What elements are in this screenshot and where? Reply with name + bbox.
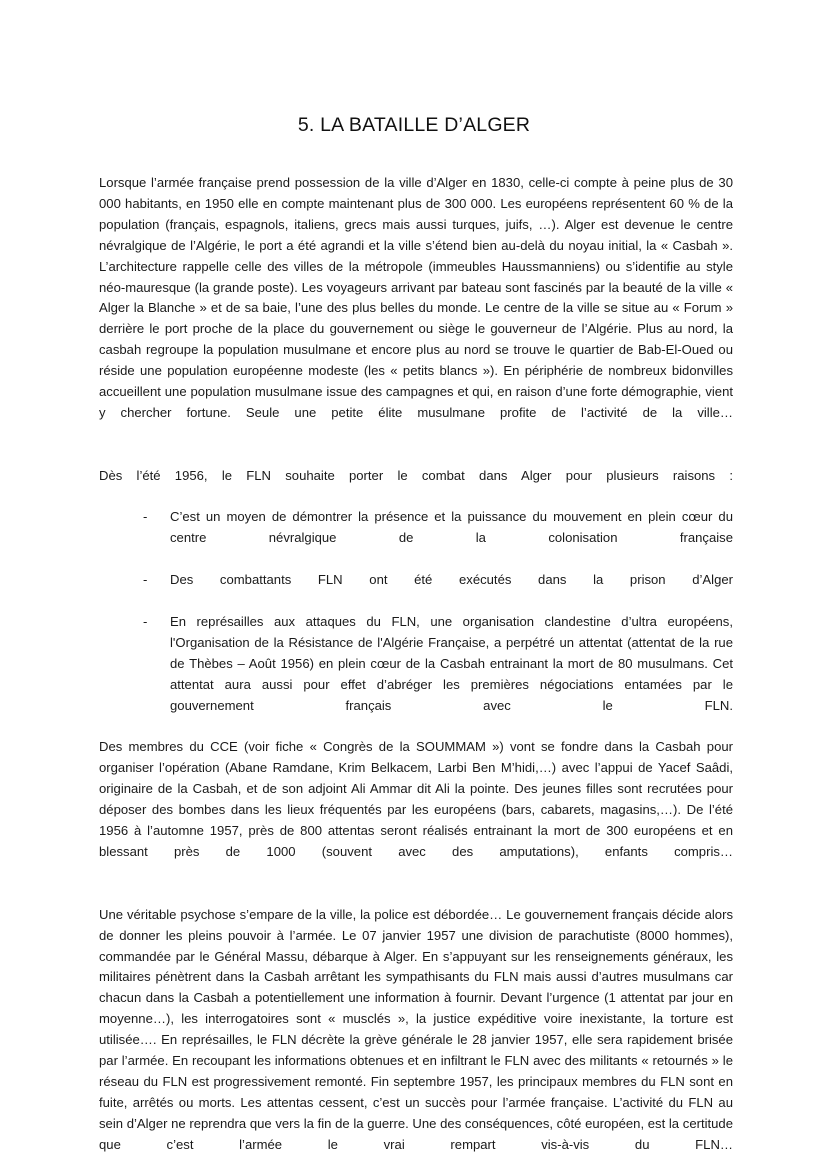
bullet-dash-icon: - (143, 614, 148, 630)
list-item-text: En représailles aux attaques du FLN, une organisation clandestine d’ultra européens, l'Organisation de la Résistance de l'Algérie Française, a perpétré un attentat (attentat de la rue de Thèbes – Août 1956) en plein cœur de la Casbah entrainant la mort de 80 musulmans. Cet attentat aura aussi pour effet d’abréger les premières négociations entamées par le gouvernement français avec le FLN. (170, 614, 733, 713)
paragraph-intro-alger: Lorsque l’armée française prend possession de la ville d’Alger en 1830, celle-ci compte à peine plus de 30 000 habitants, en 1950 elle en compte maintenant plus de 300 000. Les européens représentent 60 % de la population (français, espagnols, italiens, grecs mais aussi turques, juifs, …). Alger est devenue le centre névralgique de l’Algérie, le port a été agrandi et la ville s’étend bien au-delà du noyau initial, la « Casbah ». L’architecture rappelle celle des villes de la métropole (immeubles Haussmanniens) ou s’identifie au style néo-mauresque (la grande poste). Les voyageurs arrivant par bateau sont fascinés par la beauté de la ville « Alger la Blanche » et de sa baie, l’une des plus belles du monde. Le centre de la ville se situe au « Forum » derrière le port proche de la place du gouvernement ou siège le gouverneur de l’Algérie. Plus au nord, la casbah regroupe la population musulmane et encore plus au nord se trouve le quartier de Bab-El-Oued ou réside une population européenne modeste (les « petits blancs »). En périphérie de nombreux bidonvilles accueillent une population musulmane issue des campagnes et qui, en raison d’une forte démographie, vient y chercher fortune. Seule une petite élite musulmane profite de l’activité de la ville… (99, 175, 733, 420)
list-item (99, 507, 733, 570)
list-item-text: C’est un moyen de démontrer la présence et la puissance du mouvement en plein cœur du centre névralgique de la colonisation française (170, 509, 733, 546)
paragraph-psychose-repression: Une véritable psychose s’empare de la ville, la police est débordée… Le gouvernement français décide alors de donner les pleins pouvoir à l’armée. Le 07 janvier 1957 une division de parachutiste (8000 hommes), commandée par le Général Massu, débarque à Alger. En s’appuyant sur les renseignements généraux, les militaires pénètrent dans la Casbah arrêtant les sympathisants du FLN mais aussi d’autres musulmans car chacun dans la Casbah a potentiellement une information à fournir. Devant l’urgence (1 attentat par jour en moyenne…), les interrogatoires sont « musclés », la justice expéditive voire inexistante, la torture est utilisée…. En représailles, le FLN décrète la grève générale le 28 janvier 1957, elle sera rapidement brisée par l’armée. En recoupant les informations obtenues et en infiltrant le FLN avec des militants « retournés » le réseau du FLN est progressivement remonté. Fin septembre 1957, les principaux membres du FLN sont en fuite, arrêtés ou morts. Les attentas cessent, c’est un succès pour l’armée française. L’activité du FLN au sein d’Alger ne reprendra que vers la fin de la guerre. Une des conséquences, côté européen, est la certitude que c’est l’armée le vrai rempart vis-à-vis du FLN… (99, 906, 733, 1152)
bullet-dash-icon: - (143, 572, 148, 588)
document-body (99, 173, 733, 1171)
paragraph-spacer (99, 445, 733, 466)
list-item (99, 570, 733, 612)
paragraph-fln-reasons-lead: Dès l’été 1956, le FLN souhaite porter le combat dans Alger pour plusieurs raisons : (99, 467, 733, 483)
bullet-dash-icon: - (143, 509, 148, 525)
paragraph-cce-members: Des membres du CCE (voir fiche « Congrès de la SOUMMAM ») vont se fondre dans la Casbah pour organiser l’opération (Abane Ramdane, Krim Belkacem, Larbi Ben M’hidi,…) avec l’appui de Yacef Saâdi, originaire de la Casbah, et de son adjoint Ali Ammar dit Ali la pointe. Des jeunes filles sont recrutées pour déposer des bombes dans les lieux fréquentés par les européens (bars, cabarets, magasins,…). De l’été 1956 à l’automne 1957, près de 800 attentas seront réalisés entrainant la mort de 300 européens et en blessant près de 1000 (souvent avec des amputations), enfants compris… (99, 739, 733, 859)
list-item-text: Des combattants FLN ont été exécutés dans la prison d’Alger (170, 572, 733, 588)
list-item (99, 612, 733, 737)
page-title: 5. LA BATAILLE D’ALGER (297, 114, 531, 137)
fln-reasons-list (99, 507, 733, 737)
paragraph-spacer (99, 884, 733, 905)
